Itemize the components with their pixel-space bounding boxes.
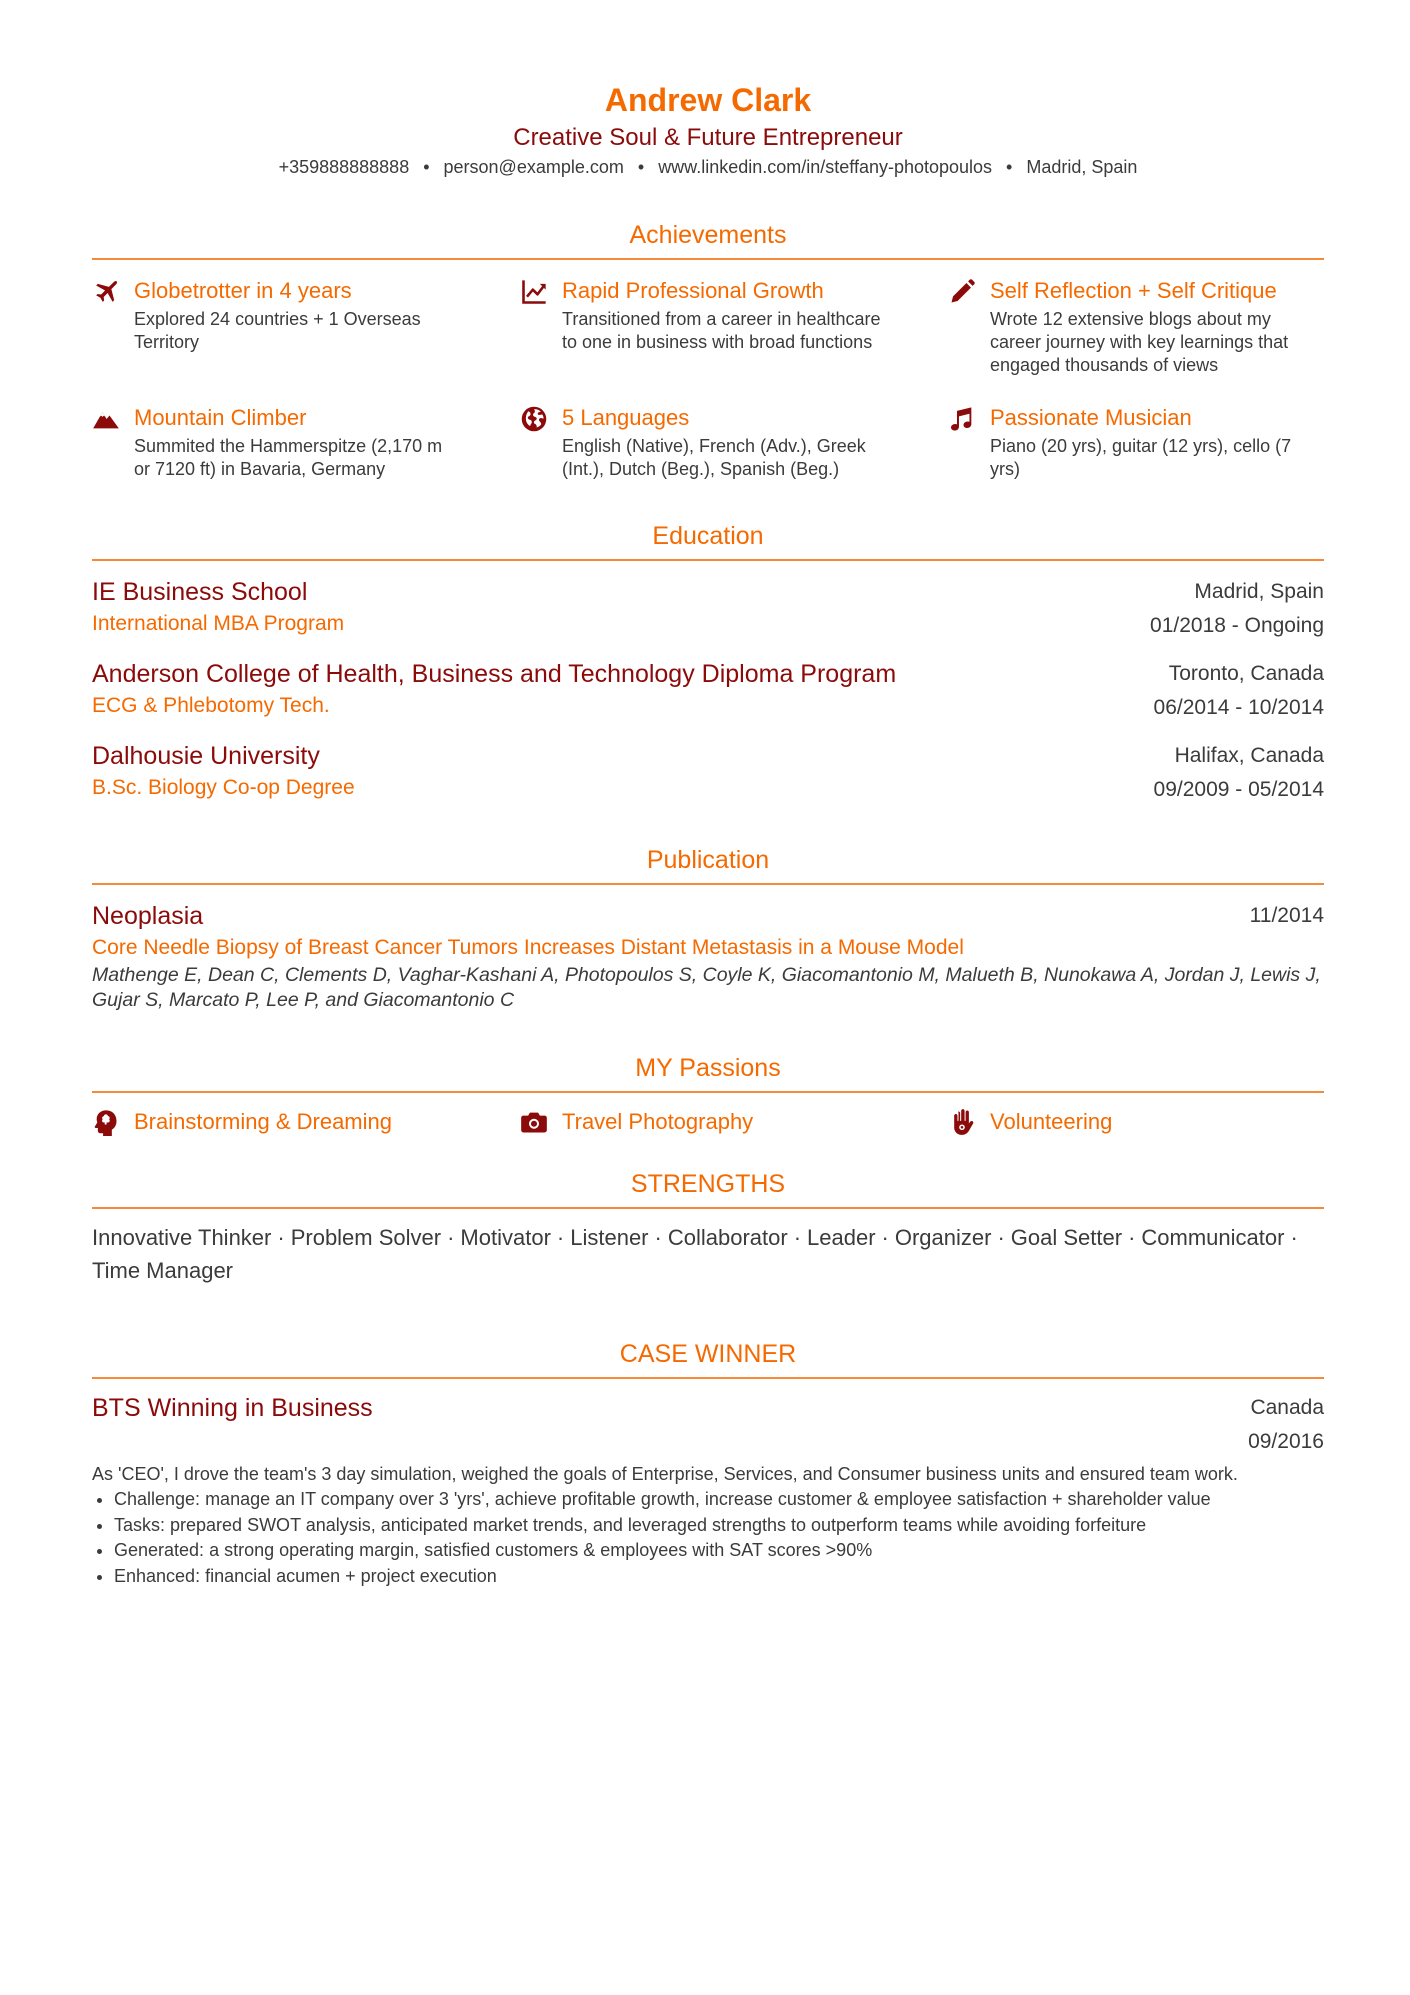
strength-separator: · (997, 1225, 1005, 1250)
strength-separator: · (654, 1225, 662, 1250)
section-title: CASE WINNER (92, 1337, 1324, 1379)
passion-item (92, 1107, 520, 1137)
passion-label: Volunteering (990, 1109, 1113, 1134)
resume-header (92, 0, 1324, 180)
achievement-title: Self Reflection + Self Critique (990, 278, 1277, 303)
achievement-item (948, 403, 1324, 481)
strengths-section (92, 1167, 1324, 1287)
case-bullets (92, 1487, 1324, 1589)
separator: • (423, 157, 430, 177)
case-date: 09/2016 (1248, 1430, 1324, 1453)
section-title: MY Passions (92, 1051, 1324, 1093)
achievement-item (948, 276, 1324, 377)
case-winner-section (92, 1337, 1324, 1589)
section-title: Publication (92, 843, 1324, 885)
email[interactable]: person@example.com (443, 157, 624, 177)
strengths-list (92, 1221, 1324, 1287)
strength-item: Time Manager (92, 1258, 234, 1283)
section-title: STRENGTHS (92, 1167, 1324, 1209)
strength-item: Listener (570, 1225, 649, 1250)
phone: +359888888888 (278, 157, 410, 177)
achievement-item (92, 276, 520, 377)
education-section (92, 519, 1324, 807)
camera-icon (520, 1108, 548, 1136)
case-location: Canada (1250, 1396, 1324, 1419)
candidate-name: Andrew Clark (604, 82, 812, 118)
passions-section (92, 1051, 1324, 1137)
plane-icon (92, 278, 120, 306)
linkedin-link[interactable]: www.linkedin.com/in/steffany-photopoulos (658, 157, 993, 177)
achievement-item (520, 403, 948, 481)
case-header (92, 1391, 1324, 1459)
achievement-desc: Piano (20 yrs), guitar (12 yrs), cello (7 yrs) (990, 436, 1292, 479)
strength-item: Goal Setter (1010, 1225, 1123, 1250)
education-item (92, 657, 1324, 725)
education-location: Halifax, Canada (1174, 744, 1324, 767)
achievement-title: Mountain Climber (134, 405, 307, 430)
education-dates: 06/2014 - 10/2014 (1153, 696, 1324, 719)
publication-section (92, 843, 1324, 1013)
achievement-desc: Explored 24 countries + 1 Overseas Territory (134, 309, 421, 352)
globe-icon (520, 405, 548, 433)
school-name: Anderson College of Health, Business and Technology Diploma Program (92, 660, 897, 688)
strength-separator: · (447, 1225, 455, 1250)
achievements-section (92, 218, 1324, 481)
strength-separator: · (277, 1225, 285, 1250)
separator: • (1006, 157, 1013, 177)
strength-separator: · (793, 1225, 802, 1250)
case-bullet: • Tasks: prepared SWOT analysis, anticipated market trends, and leveraged strengths to outperform teams while avoiding forfeiture (114, 1513, 1324, 1539)
degree: ECG & Phlebotomy Tech. (92, 694, 330, 717)
strength-item: Organizer (894, 1225, 992, 1250)
achievement-title: Rapid Professional Growth (562, 278, 824, 303)
candidate-tagline: Creative Soul & Future Entrepreneur (513, 124, 903, 151)
achievement-desc: Summited the Hammerspitze (2,170 m or 7120 ft) in Bavaria, Germany (134, 436, 443, 479)
publication-date: 11/2014 (1249, 904, 1324, 927)
hand-icon (948, 1108, 976, 1136)
achievement-desc: English (Native), French (Adv.), Greek (Int.), Dutch (Beg.), Spanish (Beg.) (562, 436, 866, 479)
passion-item (520, 1107, 948, 1137)
degree: International MBA Program (92, 612, 345, 635)
achievement-desc: Wrote 12 extensive blogs about my career journey with key learnings that engaged thousands of views (990, 309, 1289, 375)
strength-item: Leader (807, 1225, 876, 1250)
passion-label: Travel Photography (562, 1109, 754, 1134)
brain-icon (92, 1108, 120, 1136)
publication-journal: Neoplasia (92, 902, 204, 930)
contact-line (92, 154, 1324, 180)
strength-item: Innovative Thinker (92, 1225, 272, 1250)
location: Madrid, Spain (1026, 157, 1138, 177)
achievements-grid (92, 276, 1324, 481)
publication-item (92, 899, 1324, 1013)
resume-page (92, 0, 1324, 1589)
strength-separator: · (1290, 1225, 1298, 1250)
mountain-icon (92, 405, 120, 433)
degree: B.Sc. Biology Co-op Degree (92, 776, 355, 799)
publication-authors: Mathenge E, Dean C, Clements D, Vaghar-Kashani A, Photopoulos S, Coyle K, Giacomantonio M, Malueth B, Nunokawa A, Jordan J, Lewis J, Gujar S, Marcato P, Lee P, and Giacomantonio C (92, 964, 1321, 1011)
strength-item: Problem Solver (290, 1225, 442, 1250)
achievement-title: 5 Languages (562, 405, 690, 430)
achievement-item (92, 403, 520, 481)
education-list (92, 575, 1324, 807)
publication-article: Core Needle Biopsy of Breast Cancer Tumors Increases Distant Metastasis in a Mouse Model (92, 936, 964, 959)
section-title: Achievements (92, 218, 1324, 260)
case-summary: As 'CEO', I drove the team's 3 day simulation, weighed the goals of Enterprise, Services, and Consumer business units and ensured team work. (92, 1464, 1238, 1484)
case-bullet: • Enhanced: financial acumen + project execution (114, 1564, 1324, 1590)
case-bullet: • Generated: a strong operating margin, satisfied customers & employees with SAT scores >90% (114, 1538, 1324, 1564)
strength-item: Collaborator (667, 1225, 788, 1250)
education-item (92, 739, 1324, 807)
strength-separator: · (1128, 1225, 1136, 1250)
education-dates: 01/2018 - Ongoing (1150, 614, 1324, 637)
strength-item: Communicator (1141, 1225, 1285, 1250)
strength-separator: · (881, 1225, 889, 1250)
passions-grid (92, 1107, 1324, 1137)
education-location: Madrid, Spain (1194, 580, 1324, 603)
separator: • (637, 157, 645, 177)
strength-item: Motivator (460, 1225, 551, 1250)
school-name: Dalhousie University (92, 742, 320, 770)
section-title: Education (92, 519, 1324, 561)
music-icon (948, 405, 976, 433)
achievement-title: Passionate Musician (990, 405, 1192, 430)
case-bullet: • Challenge: manage an IT company over 3 'yrs', achieve profitable growth, increase customer & employee satisfaction + shareholder value (114, 1487, 1324, 1513)
school-name: IE Business School (92, 578, 308, 606)
passion-item (948, 1107, 1324, 1137)
passion-label: Brainstorming & Dreaming (134, 1109, 392, 1134)
education-item (92, 575, 1324, 643)
achievement-title: Globetrotter in 4 years (134, 278, 352, 303)
line-chart-icon (520, 278, 548, 306)
pencil-icon (948, 278, 976, 306)
achievement-desc: Transitioned from a career in healthcare to one in business with broad functions (562, 309, 881, 352)
strength-separator: · (556, 1225, 565, 1250)
education-dates: 09/2009 - 05/2014 (1153, 778, 1324, 801)
education-location: Toronto, Canada (1168, 662, 1324, 685)
achievement-item (520, 276, 948, 377)
case-name: BTS Winning in Business (92, 1394, 373, 1422)
